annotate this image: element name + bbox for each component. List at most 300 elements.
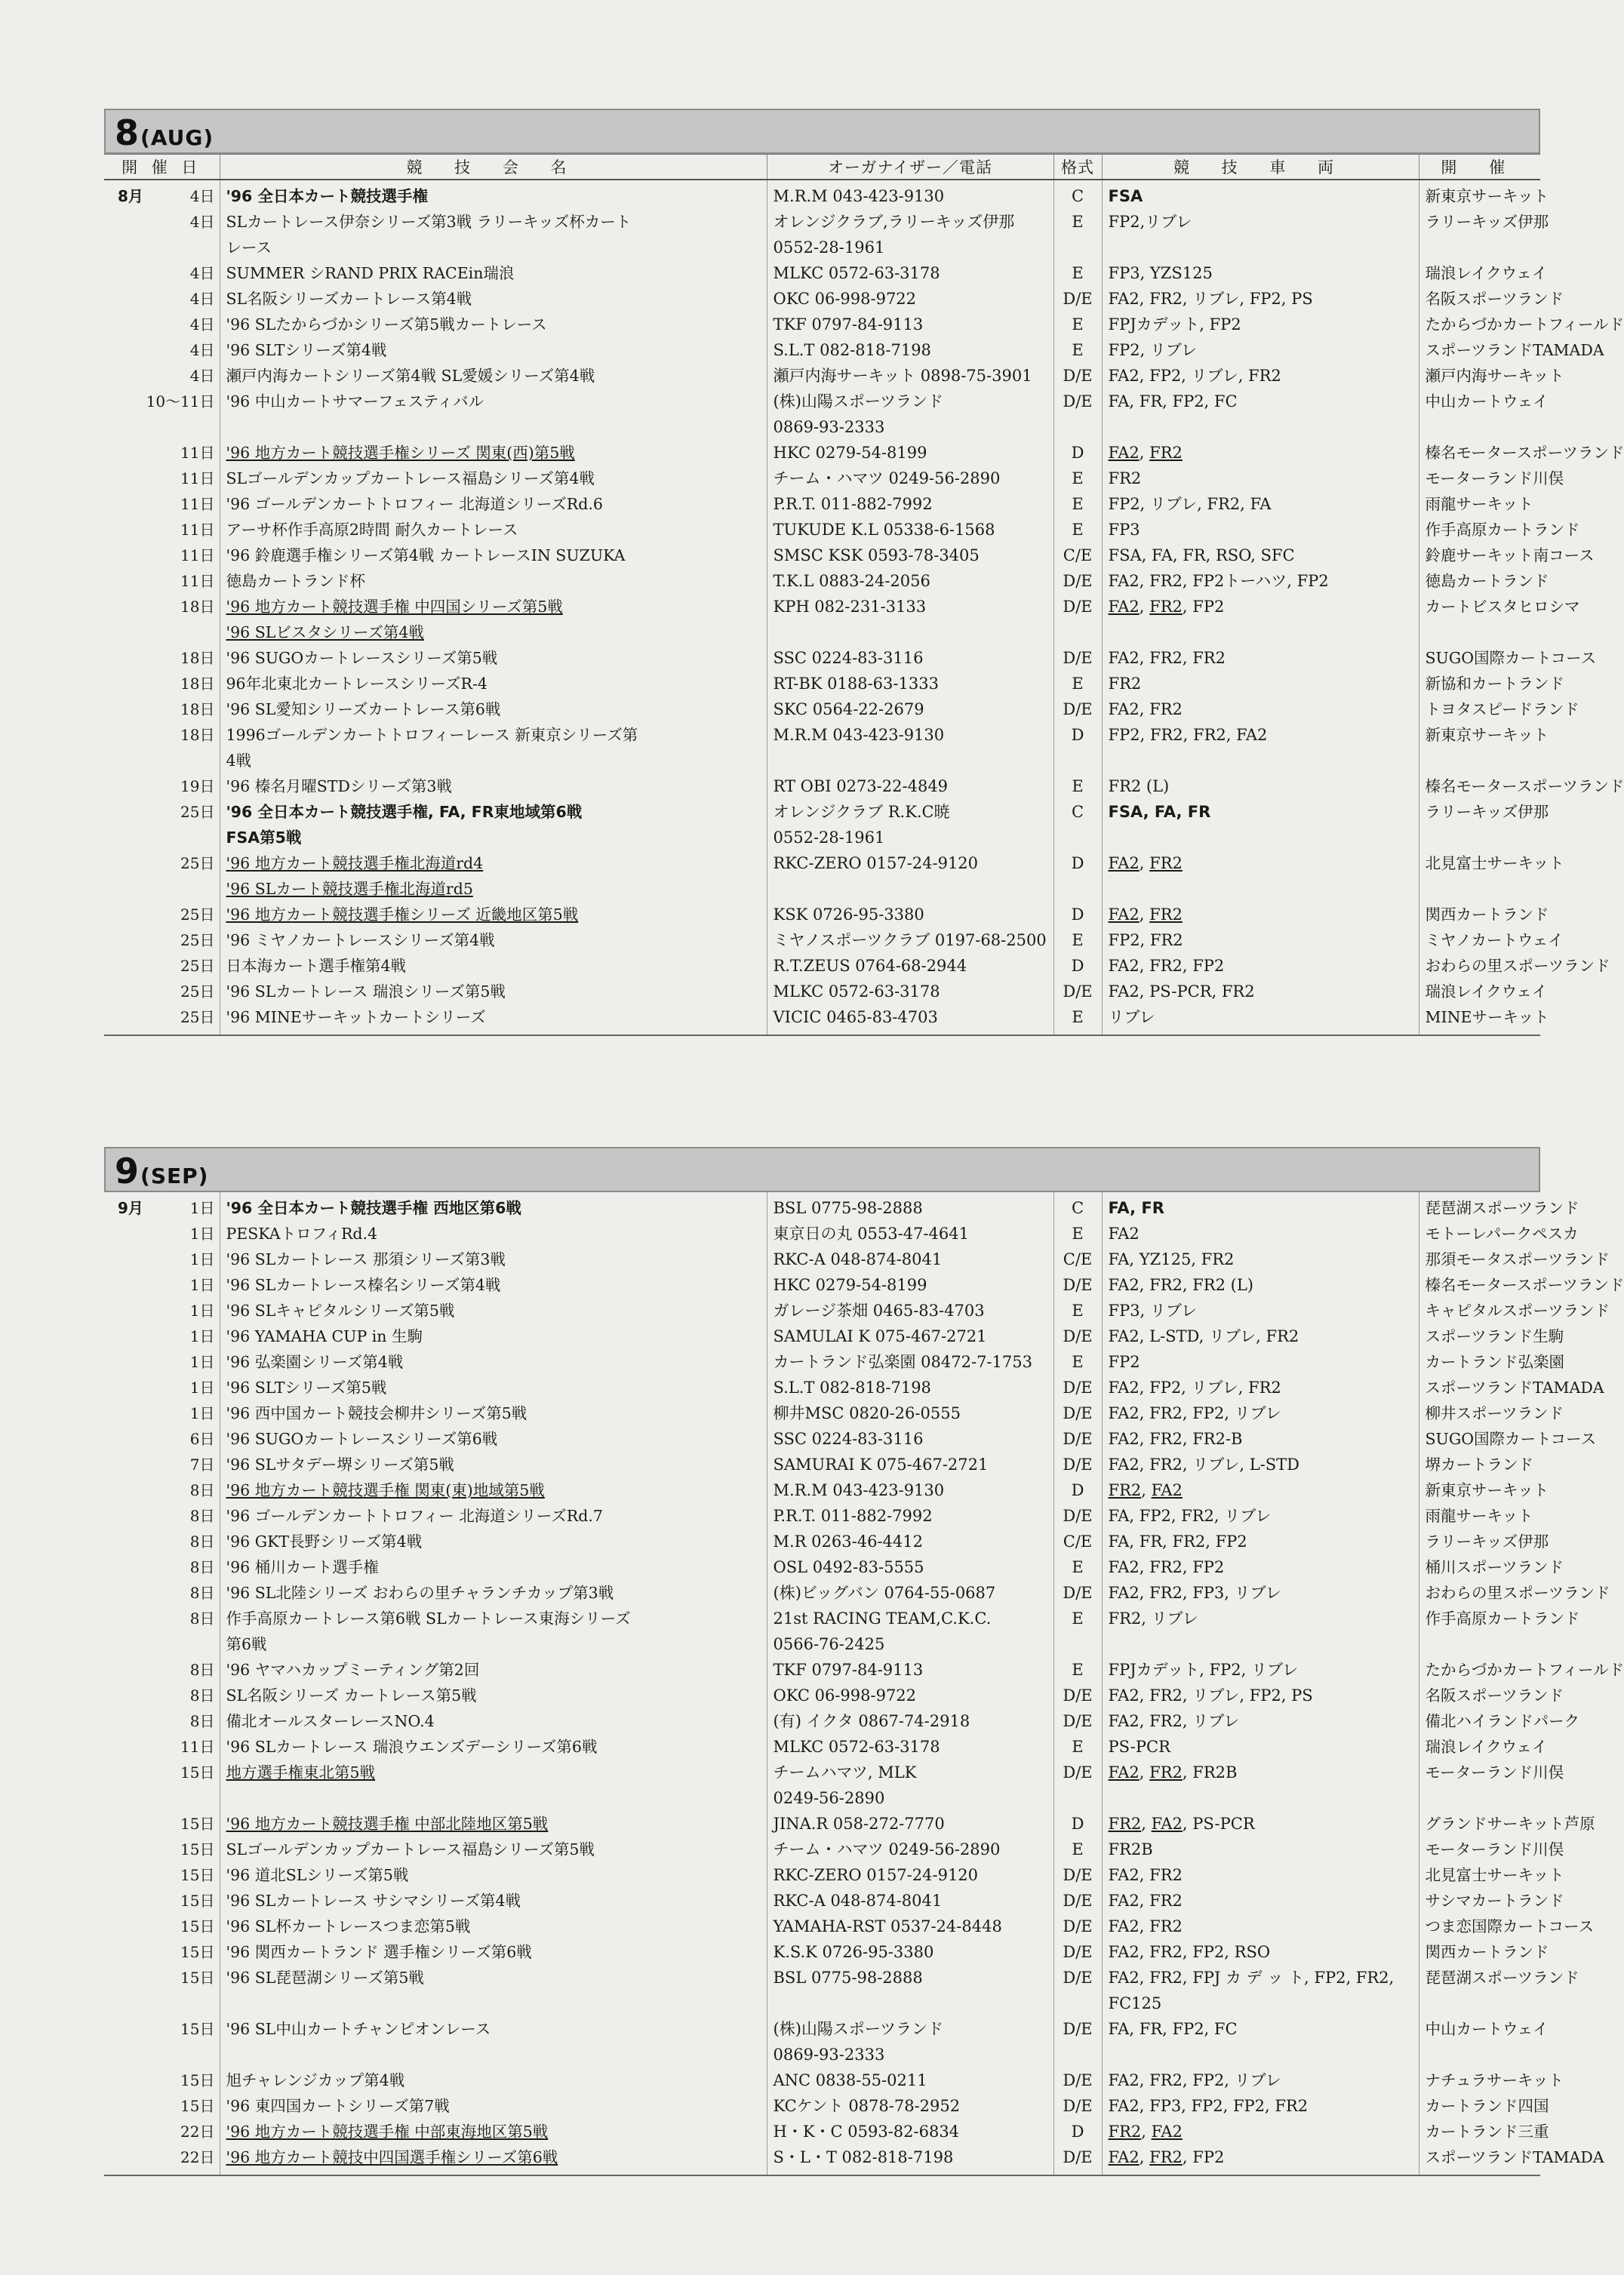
- organizer: [767, 722, 1053, 773]
- event-date: [104, 260, 220, 286]
- event-name: [220, 2067, 767, 2093]
- vehicle-classes-line: FR2 (L): [1108, 777, 1170, 795]
- event-name-line: '96 SUGOカートレースシリーズ第5戦: [226, 649, 498, 667]
- event-day: 15日: [180, 2071, 215, 2089]
- event-day: 10〜11日: [146, 392, 215, 410]
- event-day: 8日: [189, 1609, 215, 1628]
- event-date: [104, 1400, 220, 1426]
- event-name: [220, 1734, 767, 1760]
- vehicle-classes-line: FP2, リブレ, FR2, FA: [1108, 495, 1272, 513]
- organizer-line: M.R.M 043-423-9130: [773, 726, 945, 744]
- event-day: 1日: [189, 1276, 215, 1294]
- event-day: 15日: [180, 1866, 215, 1884]
- event-format: C: [1053, 180, 1102, 209]
- section-title: 9(SEP): [115, 1151, 209, 1191]
- event-format: E: [1053, 1298, 1102, 1323]
- event-format: E: [1053, 1554, 1102, 1580]
- venue: 堺カートランド: [1419, 1452, 1540, 1477]
- vehicle-classes: [1102, 389, 1419, 440]
- event-format: D: [1053, 440, 1102, 466]
- organizer: [767, 850, 1053, 902]
- organizer-line: P.R.T. 011-882-7992: [773, 495, 933, 513]
- organizer-line: VICIC 0465-83-4703: [773, 1008, 938, 1026]
- table-row: [104, 902, 1540, 927]
- event-day: 8日: [189, 1481, 215, 1499]
- vehicle-classes-line: FA2, FR2, FP2: [1108, 1558, 1225, 1576]
- table-row: [104, 466, 1540, 491]
- event-table: [104, 154, 1624, 1036]
- vehicle-classes: [1102, 1298, 1419, 1323]
- event-date: [104, 1477, 220, 1503]
- vehicle-classes-line: FP3, リブレ: [1108, 1302, 1198, 1320]
- vehicle-classes-line: FA2, PS-PCR, FR2: [1108, 982, 1255, 1001]
- organizer-line: RT OBI 0273-22-4849: [773, 777, 949, 795]
- event-name-line: '96 榛名月曜STDシリーズ第3戦: [226, 777, 452, 795]
- vehicle-classes: [1102, 645, 1419, 671]
- event-day: 1日: [189, 1404, 215, 1422]
- vehicle-classes-line: FR2, FA2, PS-PCR: [1108, 1815, 1255, 1833]
- organizer: [767, 389, 1053, 440]
- organizer-line: BSL 0775-98-2888: [773, 1969, 923, 1987]
- vehicle-classes: [1102, 850, 1419, 902]
- venue: おわらの里スポーツランド: [1419, 953, 1540, 979]
- organizer: [767, 1349, 1053, 1375]
- organizer: [767, 1888, 1053, 1914]
- organizer: [767, 1426, 1053, 1452]
- organizer: [767, 440, 1053, 466]
- event-day: 8日: [189, 1712, 215, 1730]
- organizer: [767, 1004, 1053, 1035]
- event-name: [220, 1349, 767, 1375]
- table-row: [104, 1477, 1540, 1503]
- event-name: [220, 1914, 767, 1939]
- organizer-line: JINA.R 058-272-7770: [773, 1815, 945, 1833]
- event-name: [220, 1452, 767, 1477]
- event-format: D: [1053, 2119, 1102, 2144]
- event-name-line: '96 ゴールデンカートトロフィー 北海道シリーズRd.6: [226, 495, 603, 513]
- event-format: C: [1053, 799, 1102, 850]
- event-date: [104, 1734, 220, 1760]
- organizer-line: 0552-28-1961: [773, 238, 885, 257]
- vehicle-classes-line: FP2,リブレ: [1108, 213, 1192, 231]
- vehicle-classes-line: FA2, FR2, FR2-B: [1108, 1430, 1243, 1448]
- event-name: [220, 979, 767, 1004]
- vehicle-classes-line: FR2B: [1108, 1840, 1153, 1858]
- table-row: [104, 1760, 1540, 1811]
- event-format: D/E: [1053, 1939, 1102, 1965]
- vehicle-classes-line: FR2, リブレ: [1108, 1609, 1198, 1628]
- table-row: [104, 1939, 1540, 1965]
- organizer: [767, 491, 1053, 517]
- organizer: [767, 1452, 1053, 1477]
- venue: たからづかカートフィールド: [1419, 1657, 1540, 1683]
- event-date: [104, 696, 220, 722]
- event-day: 1日: [189, 1302, 215, 1320]
- venue: SUGO国際カートコース: [1419, 645, 1540, 671]
- event-name-line: '96 SLサタデー堺シリーズ第5戦: [226, 1456, 454, 1474]
- event-date: [104, 1760, 220, 1811]
- venue: 中山カートウェイ: [1419, 389, 1540, 440]
- organizer: [767, 594, 1053, 645]
- event-date: [104, 1503, 220, 1529]
- section-header: [104, 109, 1540, 154]
- vehicle-class: FR2: [1149, 905, 1183, 924]
- vehicle-classes: [1102, 2067, 1419, 2093]
- vehicle-classes: [1102, 1529, 1419, 1554]
- organizer: [767, 1298, 1053, 1323]
- venue: 新協和カートランド: [1419, 671, 1540, 696]
- vehicle-classes-line: FA2, L-STD, リブレ, FR2: [1108, 1327, 1300, 1345]
- event-format: E: [1053, 1837, 1102, 1862]
- event-day: 1日: [189, 1250, 215, 1268]
- organizer: [767, 209, 1053, 260]
- organizer-line: (株)ビッグバン 0764-55-0687: [773, 1584, 996, 1602]
- venue: ミヤノカートウェイ: [1419, 927, 1540, 953]
- event-day: 18日: [180, 675, 215, 693]
- vehicle-classes-line: FA2, FR2, FR2: [1108, 649, 1226, 667]
- table-row: [104, 850, 1540, 902]
- vehicle-classes-line: FA2, FR2, リブレ, FP2, PS: [1108, 1686, 1313, 1705]
- event-name: [220, 594, 767, 645]
- organizer-line: MLKC 0572-63-3178: [773, 1738, 940, 1756]
- event-format: D/E: [1053, 979, 1102, 1004]
- organizer: [767, 927, 1053, 953]
- event-day: 4日: [189, 341, 215, 359]
- organizer: [767, 696, 1053, 722]
- vehicle-classes-line: FA2, FR2, FP2: [1108, 2148, 1225, 2166]
- header-date: 開 催 日: [104, 155, 220, 180]
- organizer: [767, 1375, 1053, 1400]
- organizer: [767, 1914, 1053, 1939]
- venue: 備北ハイランドパーク: [1419, 1708, 1540, 1734]
- event-day: 25日: [180, 957, 215, 975]
- event-format: E: [1053, 491, 1102, 517]
- event-name-line: '96 全日本カート競技選手権, FA, FR東地域第6戦: [226, 803, 583, 821]
- organizer: [767, 568, 1053, 594]
- event-name: [220, 466, 767, 491]
- vehicle-classes-line: FA2, FR2: [1108, 1917, 1183, 1935]
- vehicle-class: FR2: [1149, 2148, 1183, 2166]
- event-day: 8日: [189, 1533, 215, 1551]
- vehicle-classes: [1102, 1192, 1419, 1221]
- event-format: E: [1053, 1657, 1102, 1683]
- event-name-line: '96 SLカートレース榛名シリーズ第4戦: [226, 1276, 501, 1294]
- venue: 新東京サーキット: [1419, 180, 1540, 209]
- event-date: [104, 799, 220, 850]
- event-day: 11日: [180, 495, 215, 513]
- organizer-line: 東京日の丸 0553-47-4641: [773, 1225, 969, 1243]
- vehicle-class: FR2: [1108, 1481, 1142, 1499]
- table-row: [104, 491, 1540, 517]
- table-row: [104, 1400, 1540, 1426]
- event-date: [104, 1298, 220, 1323]
- vehicle-class: FP2: [1192, 2148, 1225, 2166]
- event-name: [220, 389, 767, 440]
- venue: 鈴鹿サーキット南コース: [1419, 543, 1540, 568]
- venue: ラリーキッズ伊那: [1419, 1529, 1540, 1554]
- venue: トヨタスピードランド: [1419, 696, 1540, 722]
- vehicle-classes-line: FA2, FP3, FP2, FP2, FR2: [1108, 2097, 1309, 2115]
- event-day: 18日: [180, 649, 215, 667]
- organizer-line: チーム・ハマツ 0249-56-2890: [773, 469, 1001, 487]
- vehicle-classes-line: FA2, FR2, FP2, リブレ: [1108, 2071, 1281, 2089]
- vehicle-classes-line: FA2, FR2, FPJ カ デ ッ ト, FP2, FR2,: [1108, 1969, 1395, 1987]
- venue: 瑞浪レイクウェイ: [1419, 1734, 1540, 1760]
- event-name-line: SUMMER シRAND PRIX RACEin瑞浪: [226, 264, 515, 282]
- table-row: [104, 440, 1540, 466]
- organizer-line: SSC 0224-83-3116: [773, 649, 924, 667]
- vehicle-classes: [1102, 2119, 1419, 2144]
- event-format: C/E: [1053, 543, 1102, 568]
- vehicle-classes-line: FA2, FR2, FP3, リブレ: [1108, 1584, 1281, 1602]
- event-format: D/E: [1053, 389, 1102, 440]
- event-name-line: SLカートレース伊奈シリーズ第3戦 ラリーキッズ杯カート: [226, 213, 632, 231]
- vehicle-classes: [1102, 517, 1419, 543]
- organizer: [767, 1734, 1053, 1760]
- venue: 北見富士サーキット: [1419, 1862, 1540, 1888]
- event-date: [104, 1939, 220, 1965]
- event-name-line: 徳島カートランド杯: [226, 572, 365, 590]
- month-label: 8月: [118, 187, 143, 205]
- table-row: [104, 1888, 1540, 1914]
- table-row: [104, 1965, 1540, 2016]
- event-name: [220, 363, 767, 389]
- event-name-line: '96 SL愛知シリーズカートレース第6戦: [226, 700, 501, 718]
- organizer-line: HKC 0279-54-8199: [773, 444, 927, 462]
- vehicle-classes: [1102, 1580, 1419, 1606]
- vehicle-classes: [1102, 1272, 1419, 1298]
- event-day: 18日: [180, 598, 215, 616]
- event-name: [220, 1400, 767, 1426]
- organizer: [767, 337, 1053, 363]
- organizer: [767, 2016, 1053, 2067]
- vehicle-class: FA2: [1151, 2123, 1183, 2141]
- event-date: [104, 773, 220, 799]
- vehicle-classes: [1102, 1734, 1419, 1760]
- event-date: [104, 1683, 220, 1708]
- organizer-line: OKC 06-998-9722: [773, 290, 917, 308]
- organizer-line: 0566-76-2425: [773, 1635, 885, 1653]
- event-date: [104, 209, 220, 260]
- event-day: 11日: [180, 1738, 215, 1756]
- table-row: [104, 1272, 1540, 1298]
- vehicle-classes-line: FA2, FR2, FP2: [1108, 957, 1225, 975]
- header-name: 競 技 会 名: [220, 155, 767, 180]
- table-row: [104, 1452, 1540, 1477]
- event-format: D/E: [1053, 363, 1102, 389]
- table-row: [104, 1221, 1540, 1247]
- organizer-line: K.S.K 0726-95-3380: [773, 1943, 934, 1961]
- event-day: 6日: [189, 1430, 215, 1448]
- table-row: [104, 1683, 1540, 1708]
- organizer-line: P.R.T. 011-882-7992: [773, 1507, 933, 1525]
- section-september: [104, 1147, 1624, 2176]
- organizer: [767, 799, 1053, 850]
- event-format: E: [1053, 312, 1102, 337]
- vehicle-classes-line: FA2, FR2, FP2, RSO: [1108, 1943, 1271, 1961]
- event-name: [220, 1760, 767, 1811]
- table-row: [104, 1862, 1540, 1888]
- event-format: E: [1053, 260, 1102, 286]
- event-day: 15日: [180, 1917, 215, 1935]
- event-date: [104, 286, 220, 312]
- vehicle-classes: [1102, 1004, 1419, 1035]
- organizer-line: KCケント 0878-78-2952: [773, 2097, 961, 2115]
- vehicle-classes: [1102, 2016, 1419, 2067]
- event-day: 15日: [180, 1892, 215, 1910]
- section-title: 8(AUG): [115, 112, 214, 153]
- vehicle-classes: [1102, 696, 1419, 722]
- vehicle-classes-line: FA2, FR2: [1108, 444, 1183, 462]
- event-date: [104, 645, 220, 671]
- vehicle-classes: [1102, 1914, 1419, 1939]
- vehicle-classes: [1102, 927, 1419, 953]
- vehicle-classes-line: FPJカデット, FP2, リブレ: [1108, 1661, 1299, 1679]
- organizer-line: チーム・ハマツ 0249-56-2890: [773, 1840, 1001, 1858]
- event-name-line: '96 地方カート競技選手権 関東(東)地域第5戦: [226, 1481, 545, 1499]
- organizer-line: オレンジクラブ R.K.C暁: [773, 803, 950, 821]
- vehicle-class: FA2: [1108, 854, 1140, 872]
- event-format: D/E: [1053, 1914, 1102, 1939]
- event-name: [220, 209, 767, 260]
- vehicle-classes: [1102, 1837, 1419, 1862]
- vehicle-classes: [1102, 1554, 1419, 1580]
- vehicle-classes: [1102, 773, 1419, 799]
- table-row: [104, 773, 1540, 799]
- event-date: [104, 671, 220, 696]
- venue: 雨龍サーキット: [1419, 1503, 1540, 1529]
- venue: 桶川スポーツランド: [1419, 1554, 1540, 1580]
- organizer-line: RKC-A 048-874-8041: [773, 1892, 943, 1910]
- event-format: D: [1053, 850, 1102, 902]
- organizer-line: YAMAHA-RST 0537-24-8448: [773, 1917, 1002, 1935]
- event-name: [220, 1606, 767, 1657]
- event-name-line: '96 道北SLシリーズ第5戦: [226, 1866, 409, 1884]
- event-format: C/E: [1053, 1247, 1102, 1272]
- organizer: [767, 773, 1053, 799]
- event-name-line: 4戦: [226, 752, 252, 770]
- event-name-line: '96 SL琵琶湖シリーズ第5戦: [226, 1969, 424, 1987]
- table-row: [104, 979, 1540, 1004]
- event-format: C: [1053, 1192, 1102, 1221]
- organizer-line: KPH 082-231-3133: [773, 598, 927, 616]
- organizer: [767, 1529, 1053, 1554]
- table-row: [104, 722, 1540, 773]
- vehicle-classes-line: FA2: [1108, 1225, 1140, 1243]
- event-name-line: '96 ミヤノカートレースシリーズ第4戦: [226, 931, 495, 949]
- event-name-line: 瀬戸内海カートシリーズ第4戦 SL愛媛シリーズ第4戦: [226, 367, 595, 385]
- organizer: [767, 312, 1053, 337]
- vehicle-classes: [1102, 491, 1419, 517]
- event-date: [104, 1837, 220, 1862]
- event-format: D: [1053, 1811, 1102, 1837]
- event-day: 15日: [180, 1969, 215, 1987]
- event-name: [220, 568, 767, 594]
- organizer-line: KSK 0726-95-3380: [773, 905, 924, 924]
- event-format: D/E: [1053, 568, 1102, 594]
- event-name: [220, 671, 767, 696]
- event-name-line: '96 SLビスタシリーズ第4戦: [226, 623, 424, 641]
- organizer: [767, 953, 1053, 979]
- event-date: [104, 1888, 220, 1914]
- event-name-line: '96 地方カート競技選手権北海道rd4: [226, 854, 484, 872]
- vehicle-classes-line: FA2, FR2, リブレ, L-STD: [1108, 1456, 1300, 1474]
- organizer-line: 0869-93-2333: [773, 2046, 885, 2064]
- vehicle-classes: [1102, 1221, 1419, 1247]
- venue: キャピタルスポーツランド: [1419, 1298, 1540, 1323]
- organizer: [767, 1683, 1053, 1708]
- vehicle-classes: [1102, 543, 1419, 568]
- event-date: [104, 2093, 220, 2119]
- organizer-line: 21st RACING TEAM,C.K.C.: [773, 1609, 992, 1628]
- organizer: [767, 1965, 1053, 2016]
- organizer: [767, 1272, 1053, 1298]
- venue: カートビスタヒロシマ: [1419, 594, 1540, 645]
- event-name-line: SL名阪シリーズ カートレース第5戦: [226, 1686, 477, 1705]
- vehicle-classes: [1102, 1349, 1419, 1375]
- venue: つま恋国際カートコース: [1419, 1914, 1540, 1939]
- table-row: [104, 1298, 1540, 1323]
- organizer: [767, 1192, 1053, 1221]
- event-day: 4日: [189, 367, 215, 385]
- event-name-line: 1996ゴールデンカートトロフィーレース 新東京シリーズ第: [226, 726, 638, 744]
- organizer-line: (株)山陽スポーツランド: [773, 392, 944, 410]
- event-date: [104, 1580, 220, 1606]
- vehicle-classes-line: FP2, リブレ: [1108, 341, 1198, 359]
- event-name: [220, 286, 767, 312]
- event-date: [104, 337, 220, 363]
- header-venue: 開 催: [1419, 155, 1540, 180]
- event-name: [220, 491, 767, 517]
- vehicle-classes: [1102, 1760, 1419, 1811]
- organizer: [767, 2093, 1053, 2119]
- vehicle-classes-line: PS-PCR: [1108, 1738, 1170, 1756]
- event-name: [220, 1426, 767, 1452]
- event-name: [220, 850, 767, 902]
- event-name: [220, 180, 767, 209]
- organizer-line: (株)山陽スポーツランド: [773, 2020, 944, 2038]
- vehicle-class: FR2B: [1192, 1763, 1238, 1782]
- vehicle-classes: [1102, 1862, 1419, 1888]
- organizer-line: H・K・C 0593-82-6834: [773, 2123, 960, 2141]
- event-date: [104, 594, 220, 645]
- organizer: [767, 1247, 1053, 1272]
- organizer-line: 0552-28-1961: [773, 829, 885, 847]
- event-format: D/E: [1053, 1452, 1102, 1477]
- event-date: [104, 517, 220, 543]
- vehicle-classes: [1102, 1965, 1419, 2016]
- vehicle-classes: [1102, 1708, 1419, 1734]
- event-name-line: '96 SL北陸シリーズ おわらの里チャランチカップ第3戦: [226, 1584, 614, 1602]
- event-name: [220, 1837, 767, 1862]
- event-date: [104, 2016, 220, 2067]
- venue: 榛名モータースポーツランド: [1419, 773, 1540, 799]
- organizer-line: S.L.T 082-818-7198: [773, 1379, 931, 1397]
- vehicle-classes-line: FR2: [1108, 469, 1142, 487]
- venue: たからづかカートフィールド: [1419, 312, 1540, 337]
- venue: モーターランド川俣: [1419, 466, 1540, 491]
- organizer-line: SKC 0564-22-2679: [773, 700, 924, 718]
- event-format: D/E: [1053, 1580, 1102, 1606]
- organizer-line: (有) イクタ 0867-74-2918: [773, 1712, 970, 1730]
- event-name: [220, 1811, 767, 1837]
- venue: スポーツランドTAMADA: [1419, 337, 1540, 363]
- organizer: [767, 1580, 1053, 1606]
- vehicle-classes: [1102, 902, 1419, 927]
- event-name: [220, 1503, 767, 1529]
- vehicle-class: FA2: [1151, 1481, 1183, 1499]
- vehicle-classes: [1102, 2093, 1419, 2119]
